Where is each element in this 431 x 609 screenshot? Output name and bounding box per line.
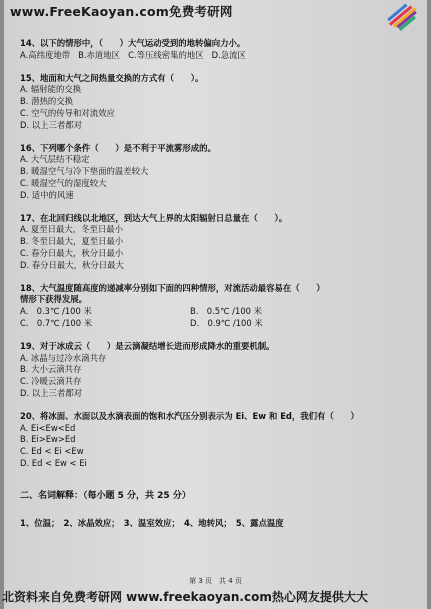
option-a: A. Ei<Ew<Ed (20, 422, 76, 433)
option-b: B. Ei>Ew>Ed (20, 434, 76, 445)
option-d: D. 0.9℃ /100 米 (190, 317, 263, 328)
option-b: B. 潜热的交换 (20, 96, 73, 107)
option-c: C. 暖湿空气的湿度较大 (20, 177, 107, 188)
question-15 (20, 73, 420, 132)
option-c: C. 冷暖云滴共存 (20, 376, 82, 387)
option-d: D.急流区 (211, 49, 246, 60)
exam-content (20, 38, 420, 529)
question-stem: 19、对于冰成云（ ）是云滴凝结增长进而形成降水的重要机制。 (20, 340, 275, 351)
section-title: 二、名词解释：（每小题 5 分，共 25 分） (20, 490, 191, 501)
option-c: C.等压线密集的地区 (128, 49, 204, 60)
option-c: C. 0.7℃ /100 米 (20, 317, 93, 328)
option-a: A. 0.3℃ /100 米 (20, 306, 92, 317)
option-c: C. 空气的传导和对流效应 (20, 107, 115, 118)
question-stem: 20、将冰面、水面以及水滴表面的饱和水汽压分别表示为 Ei、Ew 和 Ed，我们有（ ） (20, 410, 359, 421)
question-stem: 18、大气温度随高度的递减率分别如下面的四种情形，对流活动最容易在（ ） (20, 282, 325, 293)
question-17 (20, 213, 420, 272)
question-14 (20, 38, 420, 62)
question-options (20, 50, 420, 62)
option-a: A. 冰晶与过冷水滴共存 (20, 352, 107, 363)
page-number: 第 3 页 共 4 页 (189, 577, 242, 585)
site-logo-icon (383, 2, 421, 32)
option-b: B. 暖湿空气与冷下垫面的温差较大 (20, 166, 149, 177)
question-stem: 17、在北回归线以北地区，到达大气上界的太阳辐射日总量在（ ）。 (20, 212, 288, 223)
option-d: D. 春分日最大，秋分日最大 (20, 259, 124, 270)
option-d: D. Ed < Ew < Ei (20, 457, 87, 468)
option-a: A. 辐射能的交换 (20, 84, 82, 95)
option-b: B. 大小云滴共存 (20, 364, 82, 375)
term-list: 1、位温； 2、冰晶效应； 3、温室效应； 4、地转风； 5、露点温度 (20, 517, 284, 528)
question-stem: 14、以下的情形中，（ ）大气运动受到的地转偏向力小。 (20, 38, 246, 48)
option-a: A.高纬度地带 (20, 49, 71, 60)
option-d: D. 以上三者都对 (20, 119, 83, 130)
option-b: B. 冬至日最大，夏至日最小 (20, 236, 124, 247)
option-c: C. 春分日最大，秋分日最小 (20, 247, 124, 258)
exam-page (4, 0, 427, 609)
site-banner-top: www.FreeKaoyan.com免费考研网 (10, 4, 233, 19)
question-19 (20, 341, 420, 400)
option-b: B. 0.5℃ /100 米 (190, 306, 263, 317)
question-16 (20, 143, 420, 202)
option-row (20, 306, 420, 318)
option-d: D. 以上三者都对 (20, 387, 83, 398)
option-a: A. 大气层结不稳定 (20, 154, 90, 165)
question-stem-continued: 情形下获得发展。 (20, 294, 87, 305)
question-20 (20, 411, 420, 470)
question-stem: 15、地面和大气之间热量交换的方式有（ ）。 (20, 72, 204, 83)
option-d: D. 适中的风速 (20, 189, 74, 200)
option-c: C. Ed < Ei <Ew (20, 446, 84, 457)
option-b: B.赤道地区 (78, 49, 121, 60)
option-a: A. 夏至日最大，冬至日最小 (20, 224, 124, 235)
question-18 (20, 283, 420, 330)
option-row (20, 318, 420, 330)
site-banner-bottom: 北资料来自免费考研网 www.freekaoyan.com热心网友提供大大 (2, 590, 368, 604)
question-stem: 16、下列哪个条件（ ）是不利于平流雾形成的。 (20, 142, 216, 153)
